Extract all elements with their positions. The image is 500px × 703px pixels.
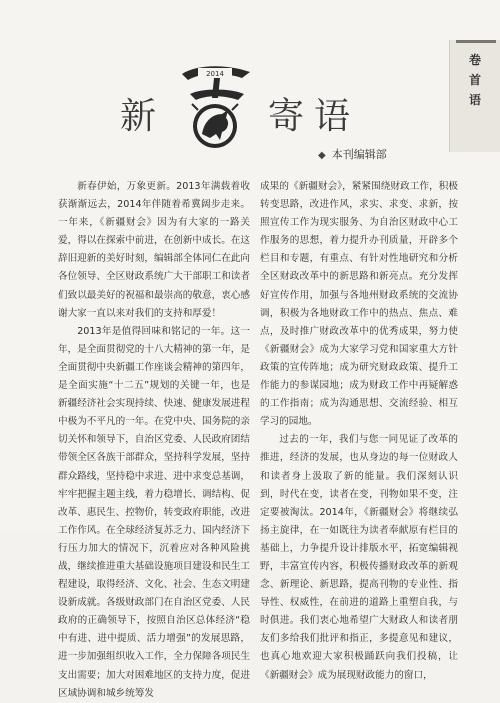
title-right: 寄语 [268,96,361,137]
title-left: 新 [120,96,159,137]
paragraph: 2013年是值得回味和铭记的一年。这一年，是全面贯彻党的十八大精神的第一年，是全面贯彻中央新疆工作座谈会精神的第四年，是全面实施“十二五”规划的关键一年，也是新疆经济社会实现持续、快速、健康发展进程中极为不平凡的一年。在党中央、国务院的亲切关怀和领导下，自治区党委、人民政府团结带领全区各族干部群众，坚持科学发展，坚持群众路线，坚持稳中求进、进中求变总基调，牢牢把握主题主线，着力稳增长、调结构、促改革、惠民生、控物价，转变政府职能，改进工作作风。在全球经济复苏乏力、国内经济下行压力加大的情况下，沉着应对各种风险挑战，继续推进重大基础设施项目建设和民生工程建设，取得经济、文化、社会、生态文明建设新成就。各级财政部门在自治区党委、人民政府的正确领导下，按照自治区总体经济“稳中有进、进中提质、活力增强”的发展思路，进一步加强组织收入工作，全力保障各项民生支出需要；加大对困难地区的支持力度，促进区域协调和城乡统筹发 [58,325,250,699]
left-column [58,178,250,703]
emblem-year: 2014 [206,70,224,78]
section-tab-label: 卷首语 [468,53,481,107]
byline [318,146,387,162]
paragraph: 过去的一年，我们与您一同见证了改革的推进，经济的发展，也从身边的每一位财政人和读者身上汲取了新的能量。我们深刻认识到，时代在变，读者在变，刊物如果不变，注定要被淘汰。2014年，《新疆财会》将继续弘扬主旋律，在一如既往为读者奉献原有栏目的基础上，力争提升设计排版水平，拓宽编辑视野，丰富宣传内容，积极传播财政改革的新观念、新理论、新思路，提高刊物的专业性、指导性、权威性，在前进的道路上重塑自我，与时俱进。我们衷心地希望广大财政人和读者朋友们多给我们批评和指正，多提意见和建议，也真心地欢迎大家积极踊跃向我们投稿，让《新疆财会》成为展现财政能力的窗口， [260,434,458,681]
section-tab-bar [456,40,496,43]
right-column [260,178,458,685]
byline-text: 本刊编辑部 [331,148,387,161]
section-tab [449,40,500,152]
horse-year-emblem [172,64,258,154]
paragraph: 新春伊始，万象更新。2013年满载着收获渐渐远去，2014年伴随着希冀阔步走来。一年来，《新疆财会》因为有大家的一路关爱，得以在探索中前进，在创新中成长。在这辞旧迎新的美好时刻，编辑部全体同仁在此向各位领导、全区财政系统广大干部职工和读者们致以最美好的祝福和最崇高的敬意，衷心感谢大家一直以来对我们的支持和厚爱！ [58,181,250,319]
paragraph: 成果的《新疆财会》，紧紧围绕财政工作，积极转变思路，改进作风，求实、求变、求新，按照宣传工作为现实服务、为自治区财政中心工作服务的思想，着力提升办刊质量，开辟多个栏目和专题，有重点、有针对性地研究和分析全区财政改革中的新思路和新亮点。充分发挥好宣传作用，加强与各地州财政系统的交流协调，积极为各地财政工作中的热点、焦点、难点，及时推广财政改革中的优秀成果，努力使《新疆财会》成为大家学习党和国家重大方针政策的宣传阵地；成为研究财政政策、提升工作能力的参谋园地；成为财政工作中再疑解惑的工作指南；成为沟通思想、交流经验、相互学习的园地。 [260,181,458,428]
diamond-icon: ◆ [318,150,326,161]
